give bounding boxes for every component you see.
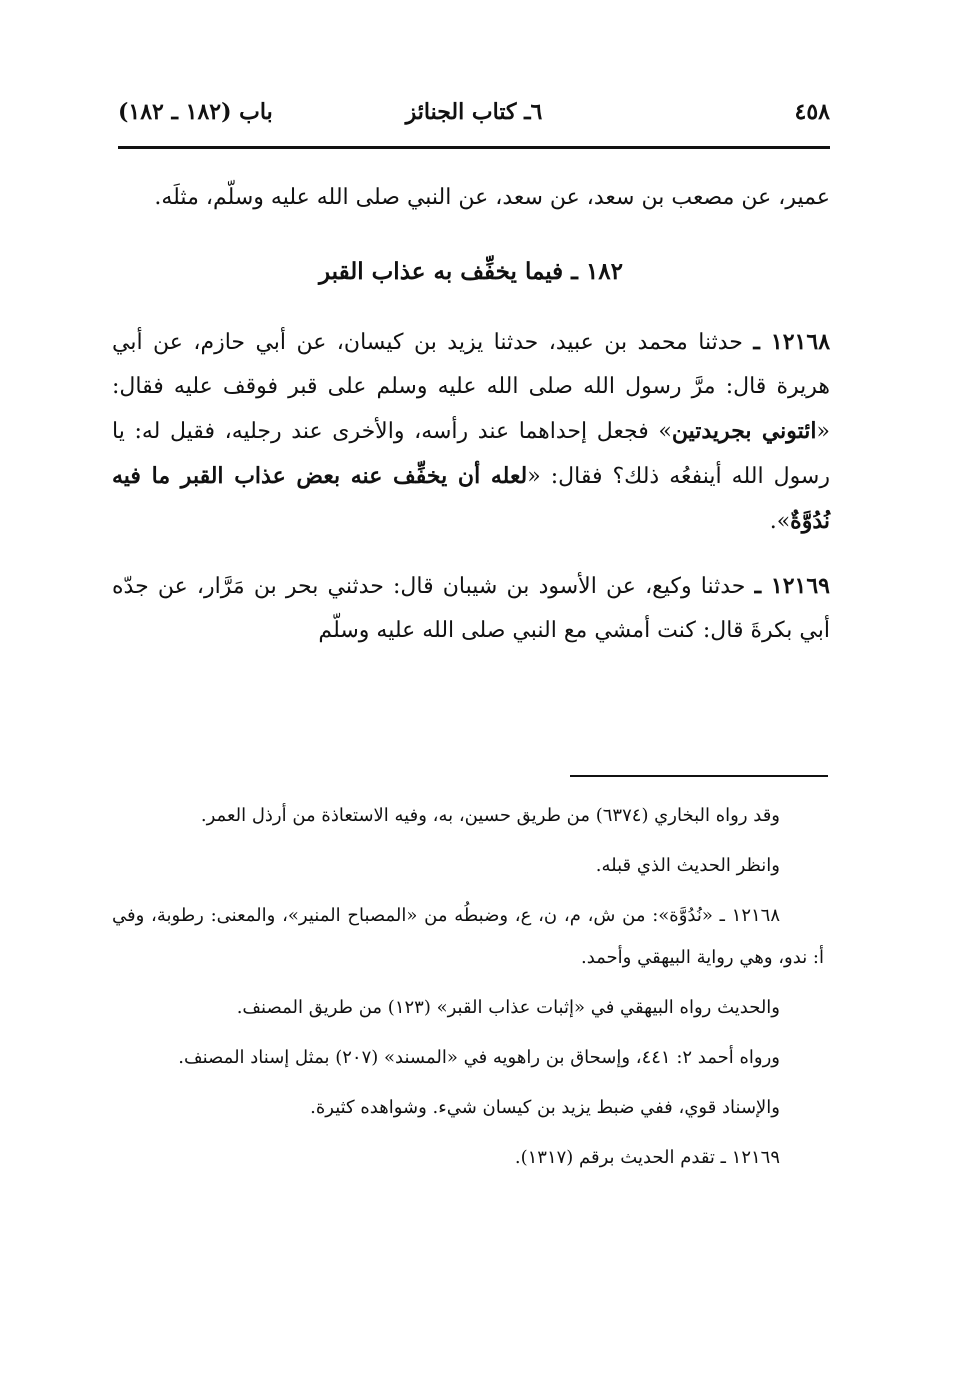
footnotes — [112, 795, 824, 1187]
hadith-number: ١٢١٦٩ ـ — [754, 573, 830, 599]
footnote: والحديث رواه البيهقي في «إثبات عذاب القبر» (١٢٣) من طريق المصنف. — [236, 997, 780, 1018]
hadith-quote: لعله أن يخفِّف عنه بعض عذاب القبر ما فيه نُدُوَّةٌ — [112, 463, 830, 534]
hadith-text: حدثنا وكيع، عن الأسود بن شيبان قال: حدثني بحر بن مَرَّار، عن جدّه أبي بكرةَ قال: كنت أمشي مع النبي صلى الله عليه وسلّم — [112, 574, 830, 643]
footnote: ورواه أحمد ٢: ٤٤١، وإسحاق بن راهويه في «المسند» (٢٠٧) بمثل إسناد المصنف. — [178, 1047, 780, 1068]
hadith-paragraph — [112, 320, 830, 544]
hadith-paragraph — [112, 564, 830, 653]
page-number: ٤٥٨ — [794, 99, 830, 125]
footnote: وقد رواه البخاري (٦٣٧٤) من طريق حسين، به، وفيه الاستعاذة من أرذل العمر. — [200, 805, 780, 826]
hadith-quote: ائتوني بجريدتين — [671, 418, 817, 444]
footnote-separator — [570, 775, 828, 777]
chapter-range: باب (١٨٢ ـ ١٨٢) — [118, 99, 273, 125]
footnote: وانظر الحديث الذي قبله. — [595, 855, 780, 876]
running-header — [118, 92, 830, 136]
header-rule — [118, 146, 830, 149]
footnote: ١٢١٦٨ ـ «نُدُوَّة»: من ش، م، ن، ع، وضبطُه من «المصباح المنير»، والمعنى: رطوبة، وفي أ: ندو، وهي رواية البيهقي وأحمد. — [112, 905, 824, 968]
section-title: ١٨٢ ـ فيما يخفِّف به عذاب القبر — [318, 258, 623, 285]
hadith-text: حدثنا محمد بن عبيد، حدثنا يزيد بن كيسان، عن أبي حازم، عن أبي هريرة قال: مرَّ رسول الله صلى الله عليه وسلم على قبر فوقف عليه فقال: « — [112, 330, 830, 444]
main-text — [112, 176, 830, 673]
footnote: ١٢١٦٩ ـ تقدم الحديث برقم (١٣١٧). — [514, 1147, 780, 1168]
hadith-number: ١٢١٦٨ ـ — [753, 329, 831, 355]
hadith-text-end: ». — [769, 509, 791, 534]
book-title: ٦ـ كتاب الجنائز — [405, 99, 543, 125]
hadith-text-middle: » فجعل إحداهما عند رأسه، والأخرى عند رجليه، فقيل له: يا رسول الله أينفعُه ذلك؟ فقال: « — [112, 419, 830, 489]
continuation-paragraph: عمير، عن مصعب بن سعد، عن سعد، عن النبي صلى الله عليه وسلّم، مثلَه. — [154, 185, 830, 210]
footnote: والإسناد قوي، ففي ضبط يزيد بن كيسان شيء. وشواهده كثيرة. — [310, 1097, 780, 1118]
